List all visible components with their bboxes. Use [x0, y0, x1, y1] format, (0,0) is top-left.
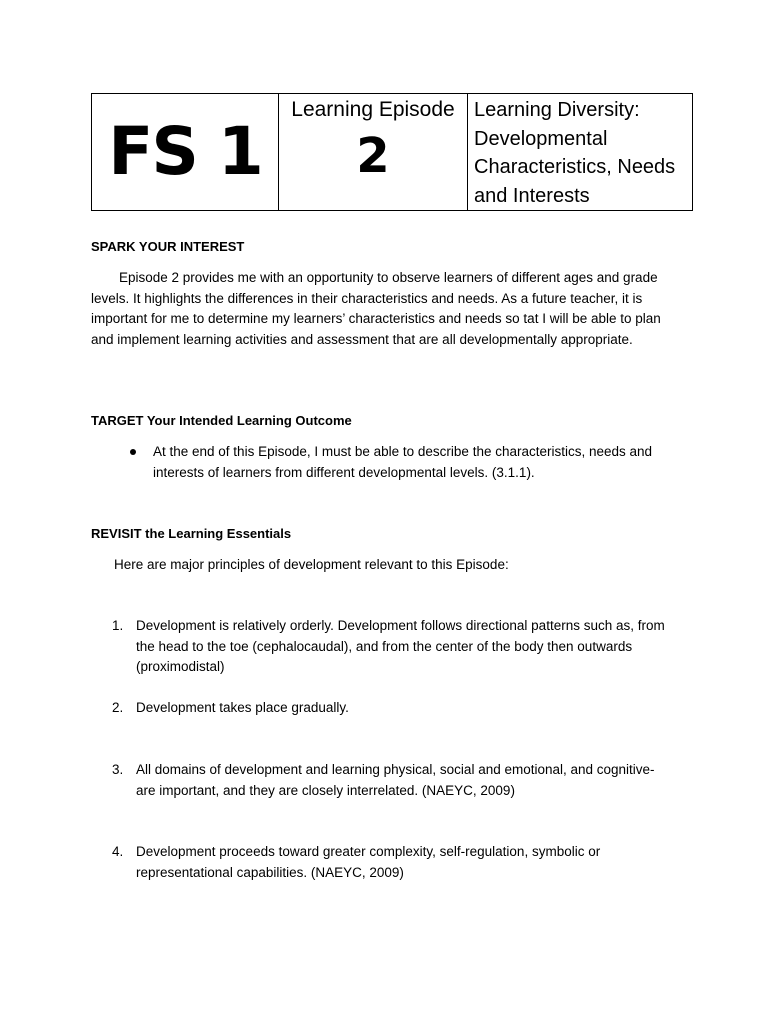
episode-title-cell — [468, 94, 693, 211]
course-code: FS 1 — [108, 113, 262, 190]
episode-label: Learning Episode — [291, 98, 455, 121]
outcome-list — [126, 442, 666, 483]
episode-cell — [279, 94, 468, 211]
episode-title: Learning Diversity: Developmental Characteristics, Needs and Interests — [474, 99, 676, 207]
principle-text: Development takes place gradually. — [136, 700, 349, 715]
principle-text: Development is relatively orderly. Development follows directional patterns such as, from the head to the toe (cephalocaudal), and from the center of the body then outwards (proximodistal) — [136, 618, 665, 674]
episode-number: 2 — [356, 128, 390, 184]
spark-paragraph — [91, 268, 681, 350]
principle-item — [112, 698, 672, 719]
spark-paragraph-text: Episode 2 provides me with an opportunity to observe learners of different ages and grade levels. It highlights the differences in their characteristics and needs. As a future teacher, it is important for me to determine my learners’ characteristics and needs so tat I will be able to plan and implement learning activities and assessment that are all developmentally appropriate. — [91, 270, 661, 347]
course-code-cell — [92, 94, 279, 211]
principle-number: 3. — [112, 762, 124, 777]
spark-heading: SPARK YOUR INTEREST — [91, 239, 245, 254]
target-heading: TARGET Your Intended Learning Outcome — [91, 413, 352, 428]
outcome-text: At the end of this Episode, I must be able to describe the characteristics, needs and interests of learners from different developmental levels. (3.1.1). — [153, 444, 653, 480]
bullet-icon — [130, 449, 136, 455]
principle-item — [112, 842, 672, 883]
episode-header-table — [91, 93, 693, 211]
principle-number: 2. — [112, 700, 124, 715]
revisit-heading: REVISIT the Learning Essentials — [91, 526, 292, 541]
principle-number: 1. — [112, 618, 124, 633]
principle-text: Development proceeds toward greater complexity, self-regulation, symbolic or representational capabilities. (NAEYC, 2009) — [136, 844, 601, 880]
principle-item — [112, 616, 672, 678]
principle-text: All domains of development and learning physical, social and emotional, and cognitive- are important, and they are closely interrelated. (NAEYC, 2009) — [136, 762, 655, 798]
revisit-intro: Here are major principles of development relevant to this Episode: — [114, 557, 509, 572]
principle-item — [112, 760, 672, 801]
principle-number: 4. — [112, 844, 124, 859]
outcome-item — [126, 442, 666, 483]
